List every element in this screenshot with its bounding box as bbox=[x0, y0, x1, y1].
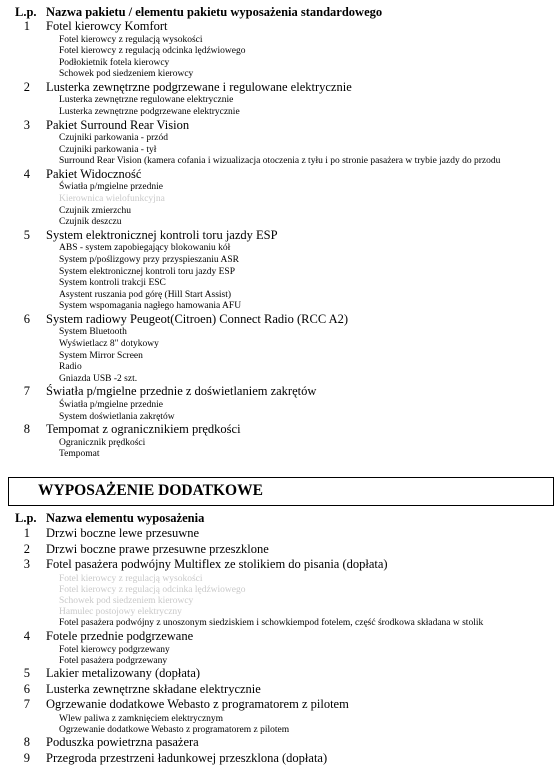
item-number: 1 bbox=[23, 526, 30, 540]
sub-item: Fotel kierowcy z regulacją wysokości bbox=[59, 34, 203, 45]
sub-item: System p/poślizgowy przy przyspieszaniu ASR bbox=[59, 254, 239, 265]
item-number: 2 bbox=[23, 79, 30, 94]
item-number: 8 bbox=[23, 422, 30, 437]
item-number: 9 bbox=[23, 750, 30, 765]
sub-item: System wspomagania nagłego hamowania AFU bbox=[59, 301, 242, 312]
item-title: Fotel pasażera podwójny Multiflex ze stolikiem do pisania (dopłata) bbox=[46, 557, 388, 571]
item-title: Poduszka powietrzna pasażera bbox=[46, 735, 199, 750]
sub-item: Schowek pod siedzeniem kierowcy bbox=[59, 595, 194, 606]
sub-item: Ogrzewanie dodatkowe Webasto z programatorem z pilotem bbox=[59, 725, 290, 736]
sub-item: Czujnik zmierzchu bbox=[59, 205, 132, 216]
item-title: Lusterka zewnętrzne podgrzewane i regulowane elektrycznie bbox=[46, 79, 352, 94]
section-title: WYPOSAŻENIE DODATKOWE bbox=[38, 482, 263, 499]
item-title: Pakiet Surround Rear Vision bbox=[46, 117, 190, 132]
table1-header-lp: L.p. bbox=[15, 5, 37, 19]
sub-item: Czujniki parkowania - tył bbox=[59, 144, 157, 155]
item-title: Drzwi boczne prawe przesuwne przeszklone bbox=[46, 541, 269, 556]
item-title: System radiowy Peugeot(Citroen) Connect Radio (RCC A2) bbox=[46, 311, 349, 326]
item-number: 7 bbox=[23, 384, 30, 399]
item-number: 1 bbox=[23, 19, 30, 33]
sub-item: Fotel pasażera podwójny z unoszonym siedziskiem i schowkiempod fotelem, część środkowa składana w stolik bbox=[59, 618, 484, 629]
sub-item: Czujnik deszczu bbox=[59, 217, 122, 228]
item-title: Lakier metalizowany (dopłata) bbox=[46, 666, 201, 681]
sub-item: Tempomat bbox=[59, 449, 100, 460]
sub-item: System Bluetooth bbox=[59, 327, 127, 338]
sub-item: System Mirror Screen bbox=[59, 350, 143, 361]
sub-item: Fotel kierowcy z regulacją wysokości bbox=[59, 573, 203, 584]
sub-item: Fotel kierowcy podgrzewany bbox=[59, 645, 170, 655]
sub-item: Lusterka zewnętrzne podgrzewane elektrycznie bbox=[59, 107, 240, 117]
item-title: Ogrzewanie dodatkowe Webasto z programatorem z pilotem bbox=[46, 697, 349, 712]
item-number: 3 bbox=[23, 117, 30, 132]
item-number: 4 bbox=[23, 628, 30, 643]
item-number: 7 bbox=[23, 697, 30, 712]
sub-item: Czujniki parkowania - przód bbox=[59, 133, 168, 144]
sub-item: Lusterka zewnętrzne regulowane elektrycznie bbox=[59, 95, 234, 106]
item-title: Fotele przednie podgrzewane bbox=[46, 628, 194, 643]
sub-item: Wyświetlacz 8" dotykowy bbox=[59, 339, 159, 349]
item-number: 3 bbox=[23, 557, 30, 571]
sub-item: Wlew paliwa z zamknięciem elektrycznym bbox=[59, 713, 224, 724]
sub-item: Światła p/mgielne przednie bbox=[59, 182, 163, 193]
item-number: 8 bbox=[23, 735, 30, 750]
item-title: Lusterka zewnętrzne składane elektrycznie bbox=[46, 681, 261, 696]
sub-item: Fotel kierowcy z regulacją odcinka lędźwiowego bbox=[59, 46, 246, 57]
sub-item: System elektronicznej kontroli toru jazdy ESP bbox=[59, 266, 235, 277]
item-title: System elektronicznej kontroli toru jazdy ESP bbox=[46, 227, 278, 242]
item-number: 2 bbox=[23, 541, 30, 556]
sub-item: System kontroli trakcji ESC bbox=[59, 278, 166, 289]
sub-item: Fotel pasażera podgrzewany bbox=[59, 656, 168, 667]
table1-header-name: Nazwa pakietu / elementu pakietu wyposażenia standardowego bbox=[46, 5, 383, 19]
sub-item: Asystent ruszania pod górę (Hill Start Assist) bbox=[59, 289, 232, 300]
sub-item: Surround Rear Vision (kamera cofania i wizualizacja otoczenia z tyłu i po stronie pasażera w trybie jazdy do przodu bbox=[59, 156, 501, 167]
sub-item: ABS - system zapobiegający blokowaniu kół bbox=[59, 243, 231, 254]
sub-item: Światła p/mgielne przednie bbox=[59, 399, 163, 410]
item-number: 5 bbox=[23, 666, 30, 681]
item-title: Pakiet Widoczność bbox=[46, 166, 142, 181]
sub-item: Fotel kierowcy z regulacją odcinka lędźwiowego bbox=[59, 584, 246, 595]
item-number: 4 bbox=[23, 166, 30, 181]
sub-item: Ogranicznik prędkości bbox=[59, 437, 146, 448]
item-title: Fotel kierowcy Komfort bbox=[46, 19, 168, 33]
item-title: Drzwi boczne lewe przesuwne bbox=[46, 526, 200, 540]
sub-item: Schowek pod siedzeniem kierowcy bbox=[59, 69, 194, 80]
item-number: 5 bbox=[23, 227, 30, 242]
sub-item: Kierownica wielofunkcyjna bbox=[59, 194, 165, 204]
sub-item: System doświetlania zakrętów bbox=[59, 411, 175, 422]
item-title: Światła p/mgielne przednie z doświetlaniem zakrętów bbox=[46, 384, 317, 399]
item-number: 6 bbox=[23, 311, 30, 326]
sub-item: Podłokietnik fotela kierowcy bbox=[59, 57, 170, 68]
sub-item: Radio bbox=[59, 362, 82, 373]
sub-item: Hamulec postojowy elektryczny bbox=[59, 607, 182, 618]
item-title: Tempomat z ogranicznikiem prędkości bbox=[46, 422, 241, 437]
sub-item: Gniazda USB -2 szt. bbox=[59, 373, 138, 384]
item-title: Przegroda przestrzeni ładunkowej przeszklona (dopłata) bbox=[46, 750, 328, 765]
table2-header-name: Nazwa elementu wyposażenia bbox=[46, 511, 205, 525]
item-number: 6 bbox=[23, 681, 30, 696]
table2-header-lp: L.p. bbox=[15, 511, 37, 525]
